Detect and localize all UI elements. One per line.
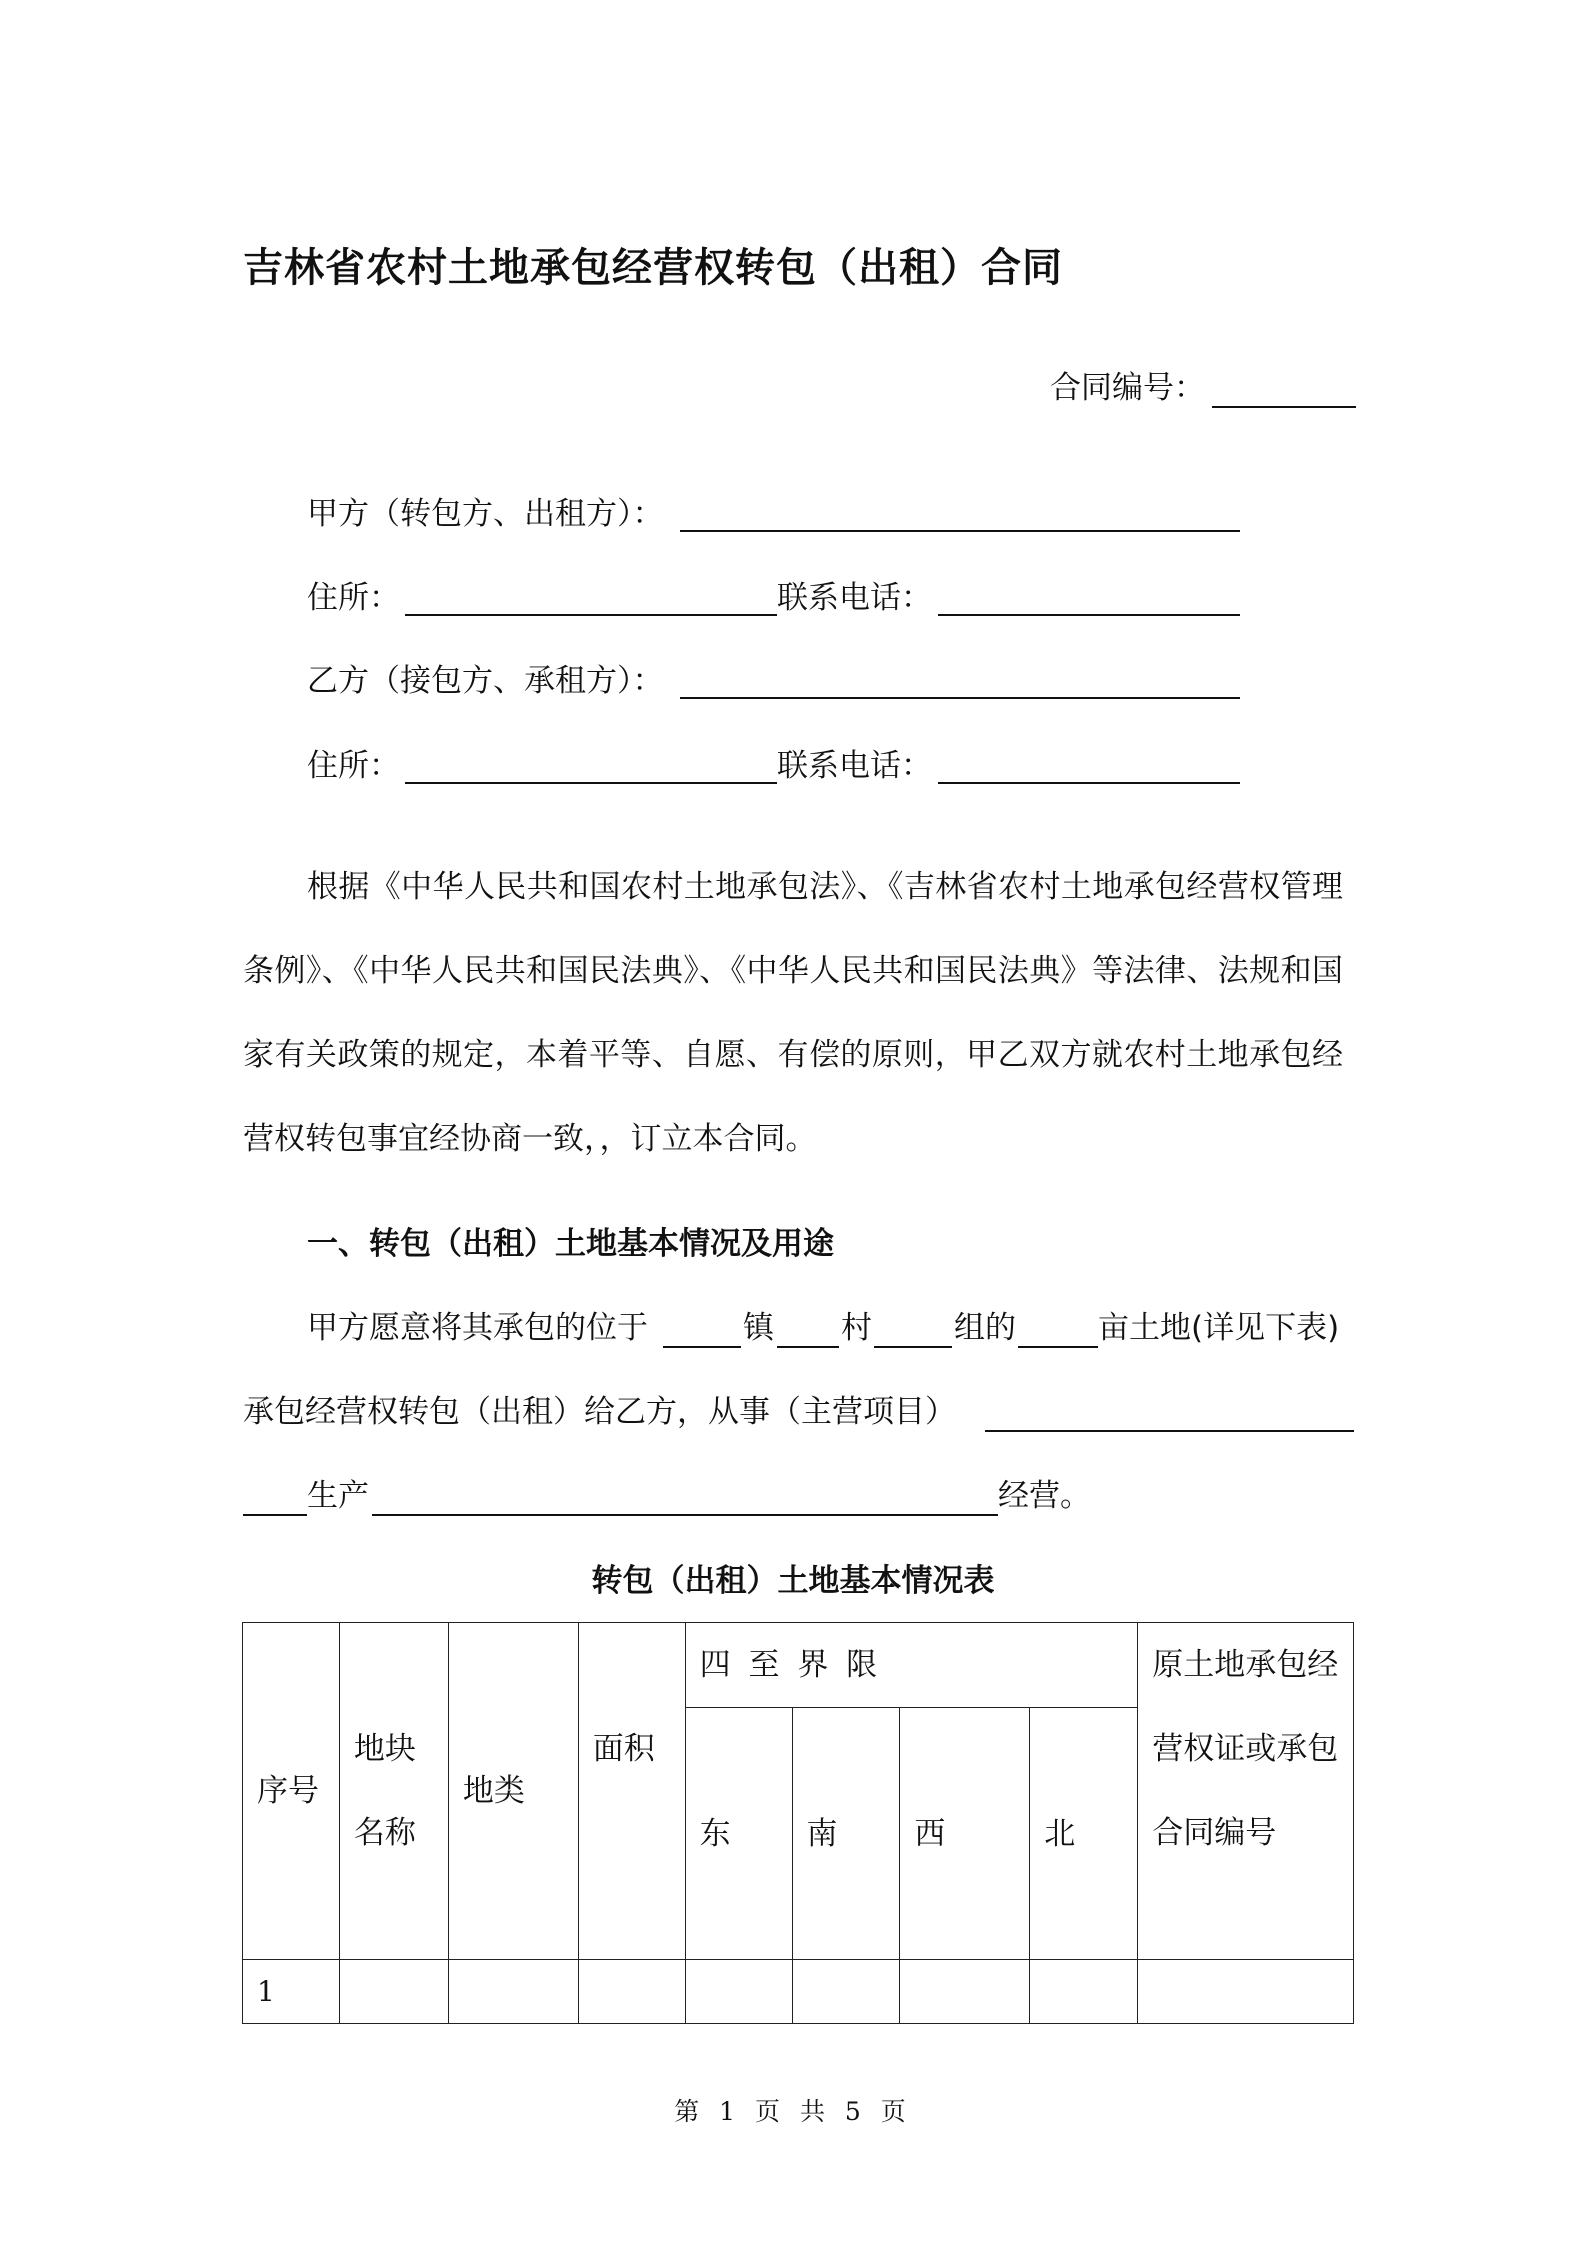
table-title: 转包（出租）土地基本情况表: [591, 1563, 995, 1599]
row-north-cell[interactable]: [1030, 1960, 1138, 2024]
row-west-cell[interactable]: [900, 1960, 1030, 2024]
party-a-phone-label: 联系电话：: [777, 580, 932, 616]
row-cert-cell[interactable]: [1138, 1960, 1354, 2024]
header-area: 面积: [578, 1623, 685, 1960]
party-b-blank[interactable]: [680, 697, 1240, 699]
party-b-phone-label: 联系电话：: [777, 748, 932, 784]
party-a-phone-blank[interactable]: [938, 614, 1240, 616]
header-east: 东: [685, 1708, 792, 1960]
row-plot-name-cell[interactable]: [339, 1960, 448, 2024]
header-seq: 序号: [243, 1623, 340, 1960]
operation-blank[interactable]: [372, 1514, 998, 1516]
land-info-table: [242, 1622, 1354, 2024]
row-east-cell[interactable]: [685, 1960, 792, 2024]
party-a-phone-row: [777, 572, 932, 616]
party-a-blank[interactable]: [680, 530, 1240, 532]
header-cert: 原土地承包经营权证或承包合同编号: [1138, 1623, 1354, 1960]
section-1-heading: 一、转包（出租）土地基本情况及用途: [307, 1226, 834, 1262]
village-blank[interactable]: [777, 1346, 839, 1348]
contract-number: [1050, 362, 1205, 407]
town-label: 镇: [743, 1310, 774, 1346]
group-label: 组的: [954, 1310, 1016, 1346]
contract-number-blank[interactable]: [1212, 406, 1356, 408]
party-b-phone-row: [777, 740, 932, 784]
document-title: 吉林省农村土地承包经营权转包（出租）合同: [243, 245, 1063, 291]
header-plot-name: 地块名称: [339, 1623, 448, 1960]
party-b-address-blank[interactable]: [405, 782, 777, 784]
header-north: 北: [1030, 1708, 1138, 1960]
mu-label: 亩土地(详见下表): [1098, 1310, 1340, 1346]
production-blank[interactable]: [243, 1514, 307, 1516]
party-a-address-label: 住所：: [307, 580, 400, 616]
page-footer: 第 1 页 共 5 页: [674, 2097, 912, 2126]
table-row: [243, 1960, 1354, 2024]
party-b-address-label: 住所：: [307, 748, 400, 784]
land-prefix: 甲方愿意将其承包的位于: [307, 1310, 648, 1346]
party-a-address-row: [307, 572, 400, 616]
party-a-label: 甲方（转包方、出租方）：: [307, 496, 664, 532]
party-a-row: [307, 488, 664, 532]
preamble-paragraph: 根据《中华人民共和国农村土地承包法》、《吉林省农村土地承包经营权管理条例》、《中华人民共和国民法典》、《中华人民共和国民法典》等法律、法规和国家有关政策的规定，本着平等、自愿、有偿的原则，甲乙双方就农村土地承包经营权转包事宜经协商一致，，订立本合同。: [243, 869, 1343, 1157]
header-west: 西: [900, 1708, 1030, 1960]
town-blank[interactable]: [663, 1346, 741, 1348]
party-b-label: 乙方（接包方、承租方）：: [307, 663, 664, 699]
row-land-type-cell[interactable]: [448, 1960, 578, 2024]
party-a-address-blank[interactable]: [405, 614, 777, 616]
header-south: 南: [792, 1708, 900, 1960]
row-area-cell[interactable]: [578, 1960, 685, 2024]
land-line-2: 承包经营权转包（出租）给乙方，从事（主营项目）: [243, 1394, 956, 1430]
group-blank[interactable]: [874, 1346, 952, 1348]
row-seq: 1: [243, 1960, 340, 2024]
header-land-type: 地类: [448, 1623, 578, 1960]
village-label: 村: [841, 1310, 872, 1346]
operation-label: 经营。: [998, 1478, 1091, 1514]
production-label: 生产: [307, 1478, 369, 1514]
header-boundaries: 四 至 界 限: [685, 1623, 1138, 1708]
party-b-row: [307, 655, 664, 699]
mu-blank[interactable]: [1018, 1346, 1098, 1348]
main-project-blank[interactable]: [985, 1430, 1354, 1432]
party-b-address-row: [307, 740, 400, 784]
contract-number-label: 合同编号：: [1050, 370, 1205, 406]
party-b-phone-blank[interactable]: [938, 782, 1240, 784]
row-south-cell[interactable]: [792, 1960, 900, 2024]
